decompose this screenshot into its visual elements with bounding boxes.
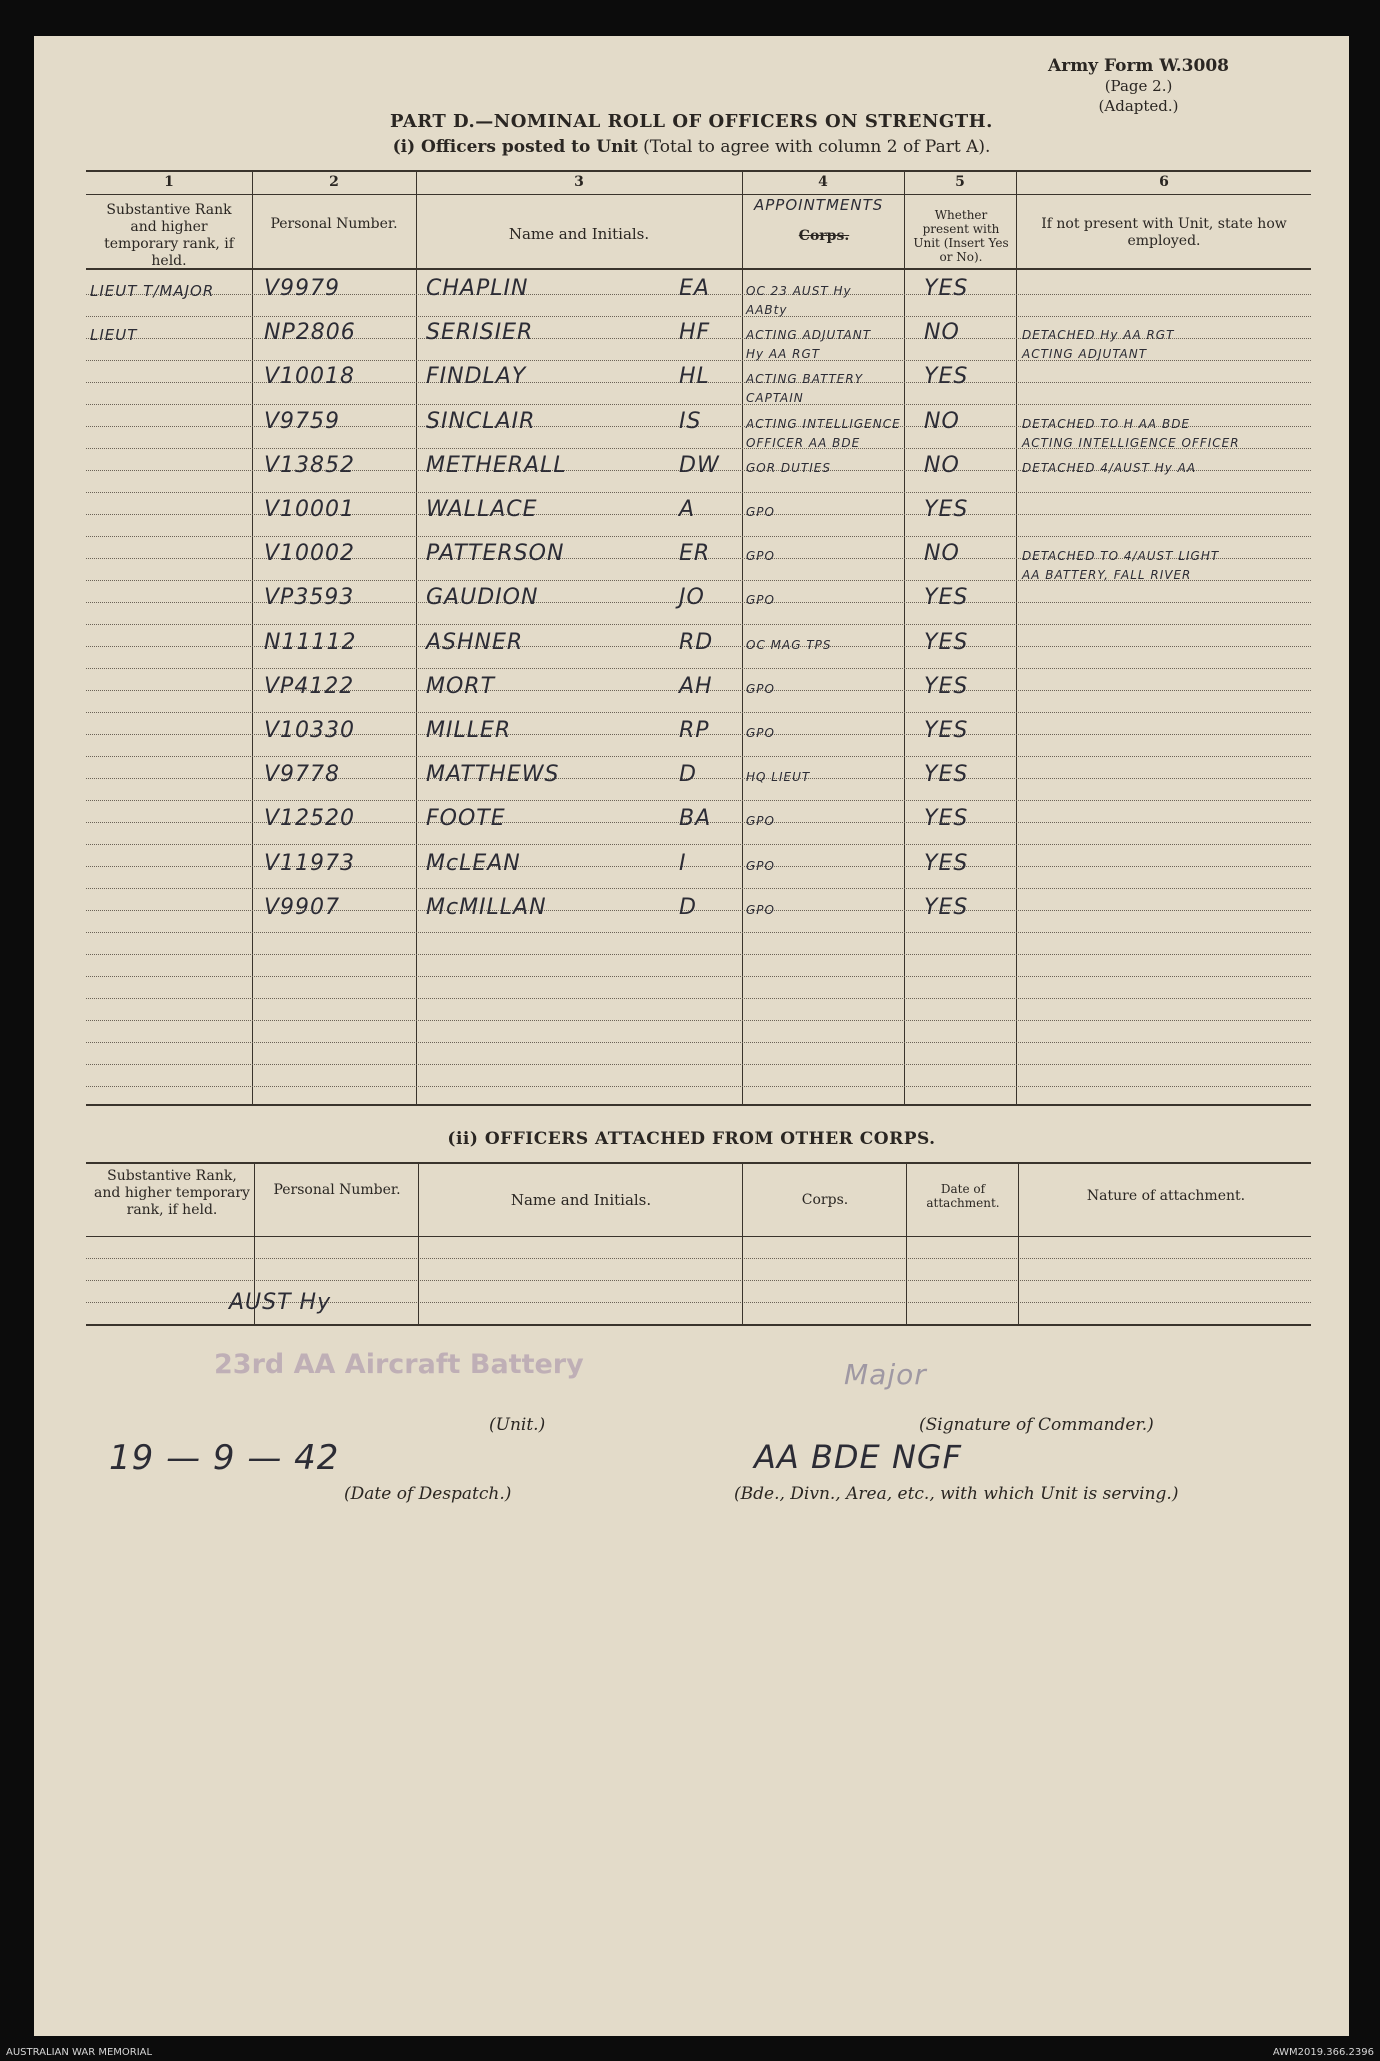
cell-name: MILLER [426,718,512,743]
unit-handwritten: AUST Hy [229,1290,332,1315]
cell-initials: ER [679,541,711,567]
cell-appointment: GPO [746,681,775,696]
header-corps: Corps. [801,1192,849,1208]
part-d-title: PART D.—NOMINAL ROLL OF OFFICERS ON STRENGTH. [390,111,993,132]
despatch-date: 19 — 9 — 42 [109,1438,340,1478]
subtitle-rest: (Total to agree with column 2 of Part A). [643,137,991,157]
row-rule [86,1280,1311,1281]
cell-name: FINDLAY [426,364,527,390]
row-rule [86,404,1311,405]
row-rule [86,998,1311,999]
row-rule [86,800,1311,801]
column-number: 6 [1159,174,1169,190]
cell-initials: HF [679,320,711,346]
despatch-date-label: (Date of Despatch.) [344,1484,512,1504]
cell-appointment: GPO [746,858,775,873]
part-ii-title: (ii) OFFICERS ATTACHED FROM OTHER CORPS. [447,1129,936,1149]
table-bottom-rule [86,1104,1311,1106]
col-divider [1016,170,1017,1104]
cell-number: V12520 [264,806,356,832]
row-rule [86,536,1311,537]
header-personal-number: Personal Number. [273,1182,401,1198]
header-appointments-handwritten: APPOINTMENTS [754,196,884,214]
cell-present: YES [924,585,969,611]
cell-appointment-2: OFFICER AA BDE [746,435,861,450]
form-adapted: (Adapted.) [1098,97,1179,115]
header-rank: Substantive Rank, and higher temporary rank, if held. [94,1168,250,1218]
col-divider [906,1162,907,1324]
col-divider [742,170,743,1104]
header-present: Whether present with Unit (Insert Yes or No). [913,208,1009,264]
cell-initials: JO [679,585,705,611]
row-rule [86,932,1311,933]
cell-name: CHAPLIN [426,276,529,301]
cell-rank: LIEUT [90,326,138,345]
cell-present: YES [924,894,969,920]
cell-appointment: ACTING INTELLIGENCE [746,416,901,431]
header-corps-struck: Corps. [798,228,850,244]
cell-present: YES [924,718,969,743]
form-reference [1048,56,1229,116]
cell-present: NO [924,541,960,567]
cell-employed: DETACHED TO H AA BDE [1022,416,1191,431]
column-number: 1 [164,174,174,190]
signature-label: (Signature of Commander.) [919,1415,1154,1435]
cell-name: SERISIER [426,320,534,346]
cell-number: VP3593 [264,585,355,611]
col-divider [1018,1162,1019,1324]
cell-present: NO [924,452,960,478]
cell-appointment: HQ LIEUT [746,770,811,785]
cell-present: YES [924,629,969,655]
cell-appointment: GPO [746,814,775,829]
row-rule [86,1064,1311,1065]
cell-rank: LIEUT T/MAJOR [90,282,215,300]
cell-number: V11973 [264,850,356,876]
col-divider [904,170,905,1104]
row-rule [86,1086,1311,1087]
cell-number: V13852 [264,452,356,478]
cell-name: MORT [426,673,496,699]
cell-number: VP4122 [264,673,355,699]
cell-present: YES [924,673,969,699]
unit-label: (Unit.) [489,1415,546,1435]
row-rule [86,668,1311,669]
header-employed: If not present with Unit, state how employed. [1041,216,1287,249]
cell-number: N11112 [264,629,357,655]
bde-label: (Bde., Divn., Area, etc., with which Unit is serving.) [734,1484,1179,1504]
cell-present: YES [924,806,969,832]
cell-number: V9778 [264,762,341,788]
cell-employed: DETACHED Hy AA RGT [1022,328,1175,343]
col-divider [416,170,417,1104]
cell-initials: RD [679,629,714,655]
cell-appointment: GPO [746,593,775,608]
cell-present: YES [924,497,969,522]
cell-present: NO [924,408,960,434]
cell-appointment: OC MAG TPS [746,637,832,652]
cell-initials: BA [679,806,712,832]
cell-appointment: GPO [746,549,775,564]
header-rank: Substantive Rank and higher temporary rank, if held. [104,202,234,269]
cell-number: V10001 [264,497,356,522]
archive-caption-left: AUSTRALIAN WAR MEMORIAL [6,2047,153,2058]
cell-number: V10330 [264,718,356,743]
cell-present: NO [924,320,960,346]
cell-name: McLEAN [426,850,521,876]
row-rule [86,888,1311,889]
header-bottom-rule [86,1236,1311,1237]
cell-initials: D [679,894,697,920]
cell-present: YES [924,762,969,788]
part-d-subtitle [34,137,1349,157]
cell-appointment-2: AABty [746,303,788,317]
cell-name: METHERALL [426,452,567,478]
row-rule [86,954,1311,955]
header-bottom-rule [86,268,1311,270]
cell-number: V10002 [264,541,356,567]
form-name: Army Form W.3008 [1048,56,1229,76]
column-number: 3 [574,174,584,190]
cell-initials: RP [679,718,710,743]
cell-employed-2: AA BATTERY, FALL RIVER [1022,568,1192,583]
row-rule [86,756,1311,757]
column-number: 2 [329,174,339,190]
cell-number: V10018 [264,364,356,390]
cell-name: MATTHEWS [426,762,560,788]
table-top-rule [86,170,1311,172]
cell-employed-2: ACTING INTELLIGENCE OFFICER [1022,435,1240,450]
cell-appointment: ACTING BATTERY [746,372,864,387]
col-divider [418,1162,419,1324]
row-rule [86,712,1311,713]
cell-employed-2: ACTING ADJUTANT [1022,347,1148,362]
col-divider [742,1162,743,1324]
cell-appointment: GPO [746,505,775,519]
cell-initials: I [679,850,687,876]
row-rule [86,1258,1311,1259]
column-number-rule [86,194,1311,195]
table-top-rule [86,1162,1311,1164]
row-rule [86,316,1311,317]
header-name: Name and Initials. [508,225,650,243]
cell-employed: DETACHED 4/AUST Hy AA [1022,460,1197,475]
col-divider [252,170,253,1104]
cell-name: FOOTE [426,806,506,832]
row-rule [86,1042,1311,1043]
row-rule [86,624,1311,625]
form-page [34,36,1349,2036]
subtitle-bold: (i) Officers posted to Unit [392,137,638,157]
unit-stamp: 23rd AA Aircraft Battery [214,1349,584,1380]
row-rule [86,1020,1311,1021]
cell-number: V9759 [264,408,341,434]
cell-appointment: OC 23 AUST Hy [746,284,852,298]
cell-appointment-2: CAPTAIN [746,391,804,406]
cell-initials: D [679,762,697,788]
cell-initials: HL [679,364,710,390]
cell-name: PATTERSON [426,541,565,567]
cell-present: YES [924,850,969,876]
header-date-of-attachment: Date of attachment. [926,1182,1000,1210]
header-name: Name and Initials. [510,1191,652,1209]
cell-number: NP2806 [264,320,356,346]
bde-handwritten: AA BDE NGF [754,1438,963,1476]
cell-name: SINCLAIR [426,408,536,434]
form-page-number: (Page 2.) [1104,77,1173,95]
commander-signature: Major [844,1358,927,1391]
row-rule [86,492,1311,493]
cell-name: McMILLAN [426,894,547,920]
cell-initials: AH [679,673,713,699]
cell-number: V9907 [264,894,341,920]
cell-appointment-2: Hy AA RGT [746,347,821,362]
row-rule [86,976,1311,977]
cell-appointment: GOR DUTIES [746,460,831,475]
row-rule [86,844,1311,845]
archive-caption-right: AWM2019.366.2396 [1272,2047,1374,2058]
cell-appointment: GPO [746,902,775,917]
cell-number: V9979 [264,276,341,301]
cell-name: GAUDION [426,585,539,611]
cell-employed: DETACHED TO 4/AUST LIGHT [1022,549,1220,564]
cell-name: ASHNER [426,629,524,655]
table-bottom-rule [86,1324,1311,1326]
cell-present: YES [924,364,969,390]
column-number: 4 [818,174,828,190]
cell-present: YES [924,276,969,301]
cell-name: WALLACE [426,497,538,522]
cell-initials: DW [679,452,720,478]
cell-initials: A [679,497,696,522]
cell-appointment: ACTING ADJUTANT [746,328,872,343]
cell-appointment: GPO [746,726,775,740]
header-personal-number: Personal Number. [270,216,398,232]
header-nature-of-attachment: Nature of attachment. [1086,1188,1246,1204]
column-number: 5 [955,174,965,190]
cell-initials: EA [679,276,710,301]
cell-initials: IS [679,408,702,434]
